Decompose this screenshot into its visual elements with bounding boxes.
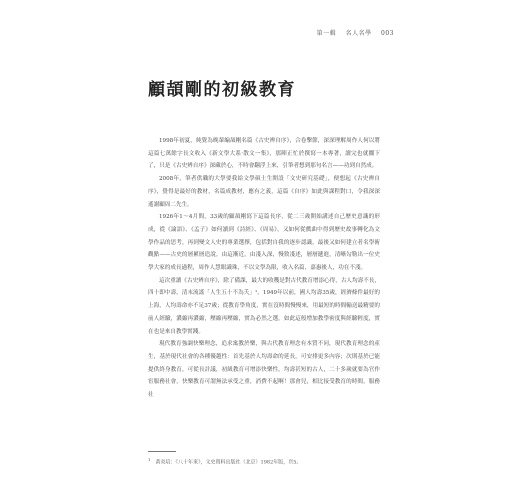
footnote — [148, 456, 380, 467]
article-body — [148, 135, 380, 402]
paragraph: 2008年，筆者供職的大學要我給文學碩士生開設「文史研究基礎」，便想起《古史辨自序》，覺得是最好的教材，名篇成教材，應有之義，這篇《自序》如此與課程對口，令我深深遙謝顧周二先生。 — [148, 176, 380, 208]
paragraph: 現代教育強調快樂理念，追求寓教於樂，與古代教育理念有本質不同，現代教育理念的產生，基於現代社會的各種優越性：首先基於人均壽命的延長，可安排更多內容；次則基於已能提供終身教育，可從長計議，初級教育可增添快樂性，均壽甚短的古人，二十多歲就要為官作宦服務社會，快樂教育可謂無法承受之重，消費不起啊！那會兒，相比接受教育的時間，服務社 — [148, 341, 380, 399]
section-label: 第一輯 — [316, 30, 337, 37]
footnote-text: 黃炎培：《八十年來》，文史資料出版社（北京）1982年版，頁5。 — [155, 459, 302, 466]
page-number: 003 — [381, 30, 394, 37]
running-head — [310, 28, 394, 37]
paragraph: 1926年1～4月間，33歲的顧頡剛寫下這篇長序，從二三歲開始講述自己歷史意識的形成，從《論語》、《孟子》如何讀到《詩經》、《周易》，又如何從戲曲中得到歷史故事轉化為文學作品的思考，再到變文人史的專業選擇，包括對自我的逐步認識，最後又如何建立者名學術觀點——古史的層累層造說。由這漸近，由淺入深，慢敘淺述，層層遞進，清晰勾勒出一位史學大家的成長過程，周作人慧眼識珠，不以文學為限，收入名篇，嘉惠後人，功在不淺。 — [148, 214, 380, 272]
paragraph: 這次重讀《古史辨自序》，除了備課，最大的收穫是對古代教育增添心得，古人均壽不長，四十即中壽，清末流謠「人生五十不為夭」¹，1949年以前，國人均壽35歲，經濟條件最好的上海，人均壽命亦不足37歲；從教育學角度，實在沒時間慢慢來，用最短的時間輸送最精要的前人經驗，濃縮再濃縮，壓縮再壓縮，實為必然之選。如此這般增加教學密度與經驗輕度，實在也是來自教學實踐。 — [148, 277, 380, 335]
footnote-mark: 1 — [148, 457, 151, 462]
section-title: 名人名學 — [345, 30, 372, 37]
paragraph: 1998年初夏，純覺為晚輩編頡剛名篇《古史辨自序》，合卷擊節，深深理解周作人何以將這篇七萬餘字長文收入《新文學大系·散文一集》，那陣正忙於撰寫一本專著，讀完也就擱下了，只是《古史辨自序》深藏於心，不時會翻浮上來，引筆者想到那句名言——功到自然成。 — [148, 138, 380, 170]
footnote-divider — [148, 451, 176, 452]
article-title: 顧頡剛的初級教育 — [148, 80, 296, 100]
